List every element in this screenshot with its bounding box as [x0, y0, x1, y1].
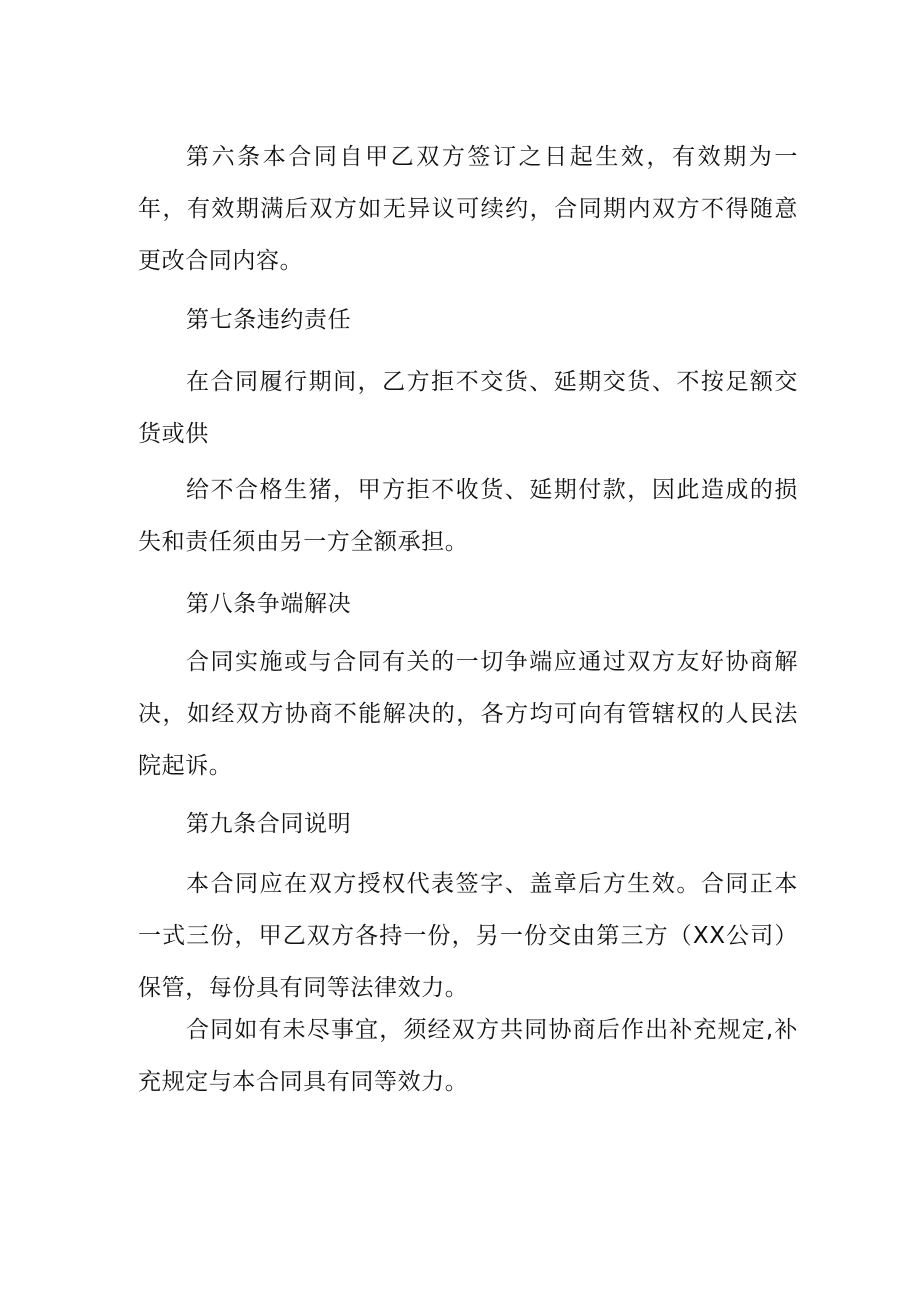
article-7-heading: 第七条违约责任: [186, 307, 352, 333]
article-7-paragraph-1: 在合同履行期间，乙方拒不交货、延期交货、不按足额交货或供: [138, 369, 798, 447]
article-8-paragraph: 合同实施或与合同有关的一切争端应通过双方友好协商解决，如经双方协商不能解决的，各方均可向有管辖权的人民法院起诉。: [138, 649, 798, 779]
article-6-paragraph: 第六条本合同自甲乙双方签订之日起生效，有效期为一年，有效期满后双方如无异议可续约，合同期内双方不得随意更改合同内容。: [138, 144, 798, 274]
article-9-paragraph-1: 本合同应在双方授权代表签字、盖章后方生效。合同正本一式三份，甲乙双方各持一份，另一份交由第三方（XX公司）保管，每份具有同等法律效力。: [138, 871, 798, 1001]
article-9-paragraph-2: 合同如有未尽事宜，须经双方共同协商后作出补充规定,补充规定与本合同具有同等效力。: [138, 1017, 798, 1095]
article-7-paragraph-2: 给不合格生猪，甲方拒不收货、延期付款，因此造成的损失和责任须由另一方全额承担。: [138, 477, 798, 555]
article-8-heading: 第八条争端解决: [186, 591, 352, 617]
article-9-heading: 第九条合同说明: [186, 811, 352, 837]
